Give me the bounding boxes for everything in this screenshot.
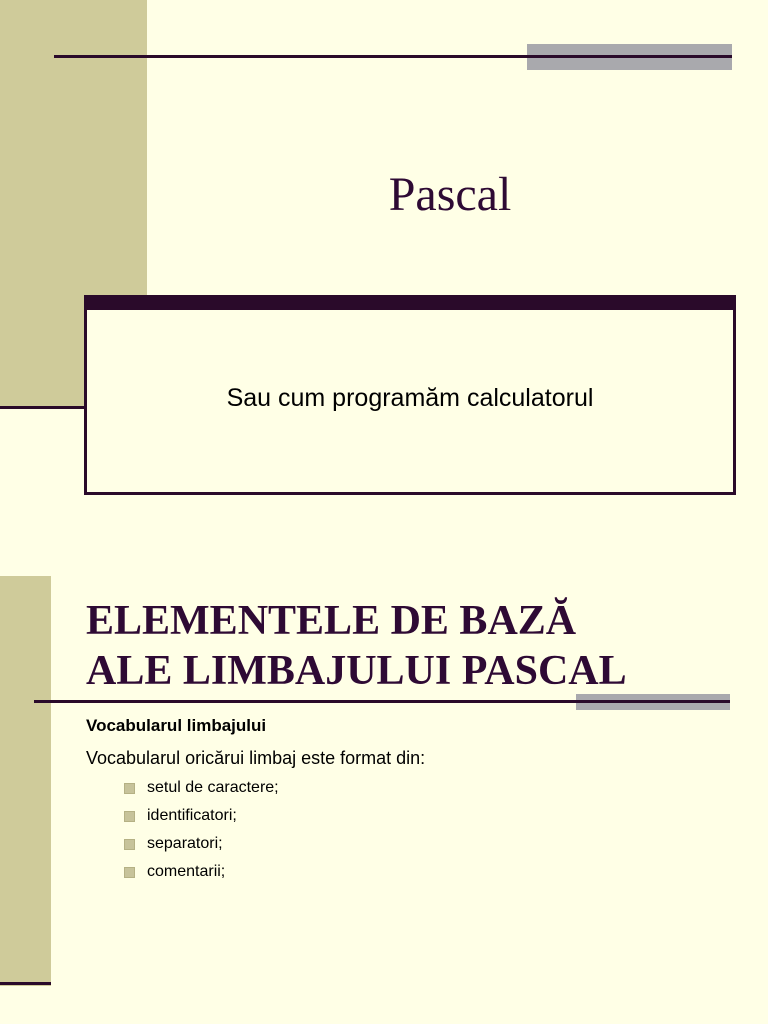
list-item [122,776,279,804]
title-line: ELEMENTELE DE BAZĂ [86,598,577,644]
slide-title [86,596,736,696]
sidebar-divider [0,982,51,985]
square-bullet-icon [124,839,135,850]
list-item [122,860,279,888]
slide-gap [0,512,768,576]
list-item [122,804,279,832]
accent-bar [527,44,732,70]
list-item-text: identificatori; [147,807,237,824]
list-item-text: setul de caractere; [147,779,279,796]
section-heading: Vocabularul limbajului [86,716,267,735]
slide-subtitle: Sau cum programăm calculatorul [226,384,594,412]
bullet-list [122,776,279,888]
slide-title: Pascal [388,168,512,221]
accent-bar [576,694,730,710]
square-bullet-icon [124,783,135,794]
title-line: ALE LIMBAJULUI PASCAL [86,648,627,694]
list-item-text: comentarii; [147,863,226,880]
square-bullet-icon [124,811,135,822]
list-item-text: separatori; [147,835,223,852]
subtitle-box [84,310,736,495]
sidebar-divider [0,406,84,409]
list-item [122,832,279,860]
content-slide [0,576,768,1000]
square-bullet-icon [124,867,135,878]
intro-text: Vocabularul oricărui limbaj este format din: [86,748,426,768]
sidebar-decoration [0,576,51,986]
